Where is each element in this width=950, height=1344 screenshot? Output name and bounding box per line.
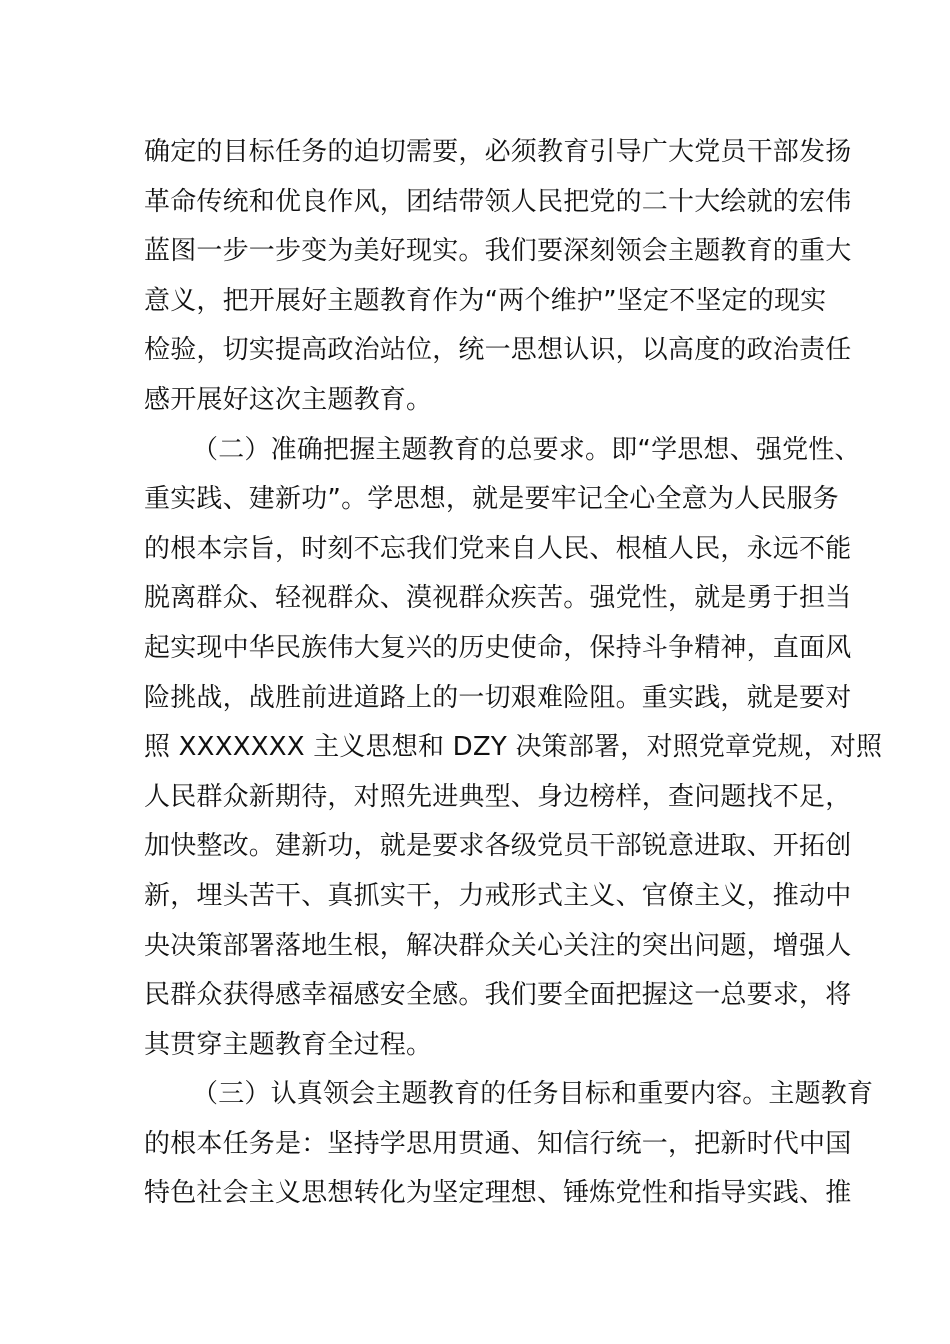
text-line: 起实现中华民族伟大复兴的历史使命，保持斗争精神，直面风 xyxy=(144,632,852,663)
text-line: 的根本宗旨，时刻不忘我们党来自人民、根植人民，永远不能 xyxy=(144,533,852,564)
text-line: 照 XXXXXXX 主义思想和 DZY 决策部署，对照党章党规，对照 xyxy=(144,732,883,763)
text-line: 确定的目标任务的迫切需要，必须教育引导广大党员干部发扬 xyxy=(144,137,852,167)
paragraph-3 xyxy=(144,1070,874,1219)
text-line: 感开展好这次主题教育。 xyxy=(144,384,433,415)
text-line: 人民群众新期待，对照先进典型、身边榜样，查问题找不足， xyxy=(144,781,852,812)
paragraph-2 xyxy=(144,426,883,1071)
text-line: 意义，把开展好主题教育作为“两个维护”坚定不坚定的现实 xyxy=(144,285,827,316)
text-line: 新，埋头苦干、真抓实干，力戒形式主义、官僚主义，推动中 xyxy=(144,880,852,911)
text-line: （二）准确把握主题教育的总要求。即“学思想、强党性、 xyxy=(192,434,861,465)
text-line: 其贯穿主题教育全过程。 xyxy=(144,1029,433,1060)
text-line: 的根本任务是：坚持学思用贯通、知信行统一，把新时代中国 xyxy=(144,1128,852,1159)
text-line: 特色社会主义思想转化为坚定理想、锤炼党性和指导实践、推 xyxy=(144,1178,852,1209)
text-line: 检验，切实提高政治站位，统一思想认识，以高度的政治责任 xyxy=(144,335,852,366)
text-line: 革命传统和优良作风，团结带领人民把党的二十大绘就的宏伟 xyxy=(144,186,852,217)
paragraph-1 xyxy=(144,128,852,426)
text-line: 民群众获得感幸福感安全感。我们要全面把握这一总要求，将 xyxy=(144,980,852,1011)
text-line: （三）认真领会主题教育的任务目标和重要内容。主题教育 xyxy=(192,1079,874,1110)
document-body xyxy=(144,128,883,1219)
text-line: 脱离群众、轻视群众、漠视群众疾苦。强党性，就是勇于担当 xyxy=(144,583,852,614)
text-line: 险挑战，战胜前进道路上的一切艰难险阻。重实践，就是要对 xyxy=(144,682,852,713)
text-line: 重实践、建新功”。学思想，就是要牢记全心全意为人民服务 xyxy=(144,484,839,515)
text-line: 加快整改。建新功，就是要求各级党员干部锐意进取、开拓创 xyxy=(144,831,852,862)
text-line: 央决策部署落地生根，解决群众关心关注的突出问题，增强人 xyxy=(144,930,852,961)
text-line: 蓝图一步一步变为美好现实。我们要深刻领会主题教育的重大 xyxy=(144,236,852,267)
